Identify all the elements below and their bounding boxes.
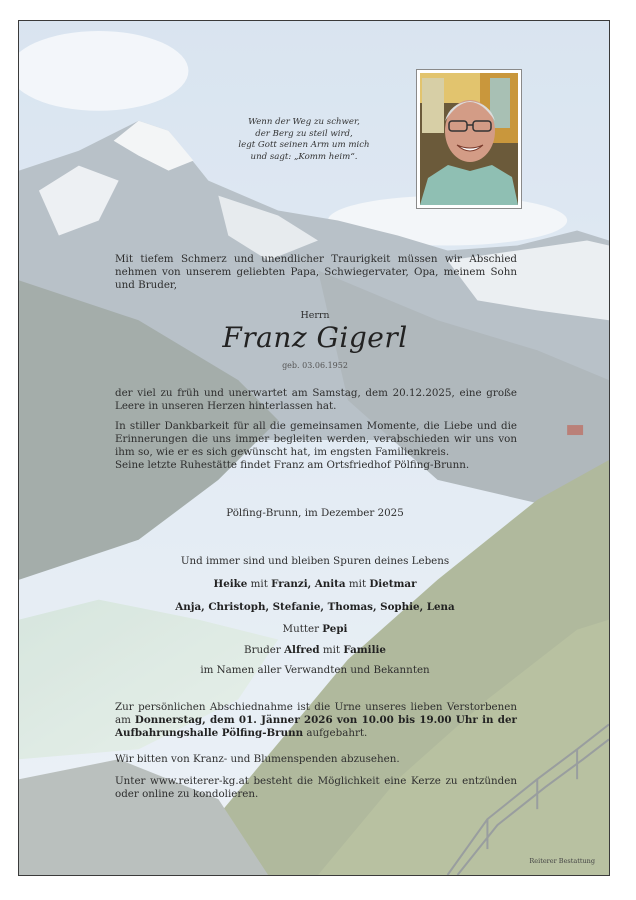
obituary-card [18,20,610,876]
relation-label: Mutter [282,623,320,635]
family-line-1 [59,578,571,590]
family-connector: mit [250,578,268,590]
farewell-pre: Zur persönlichen Abschiednahme ist die Urne unseres lieben Verstorbenen am [115,701,517,726]
family-name: Familie [343,644,386,656]
portrait-photo [416,69,522,209]
resting-place: Seine letzte Ruhestätte findet Franz am Ortsfriedhof Pölfing-Brunn. [115,459,470,471]
family-line-2 [59,601,571,613]
content [19,21,609,875]
portrait-image [420,73,518,205]
farewell-datetime: Donnerstag, dem 01. Jänner 2026 von 10.00 bis 19.00 Uhr in der Aufbahrungshalle Pölfing-Brunn [115,714,517,739]
flowers-text: Wir bitten von Kranz- und Blumenspenden abzusehen. [115,753,400,765]
poem-line: legt Gott seinen Arm um mich [238,140,370,150]
online-text: Unter www.reiterer-kg.at besteht die Möglichkeit eine Kerze zu entzünden oder online zu kondolieren. [115,775,517,800]
family-line-5: im Namen aller Verwandten und Bekannten [200,664,430,676]
grandchildren: Anja, Christoph, Stefanie, Thomas, Sophie, Lena [175,601,455,613]
family-connector: mit [348,578,367,590]
death-text: der viel zu früh und unerwartet am Samstag, dem 20.12.2025, eine große Leere in unseren Herzen hinterlassen hat. [115,387,517,412]
poem [209,117,399,163]
funeral-home-signature: Reiterer Bestattung [529,857,595,865]
spuren-line: Und immer sind und bleiben Spuren deines Lebens [180,555,450,567]
family-name: Heike [213,578,248,590]
place-date: Pölfing-Brunn, im Dezember 2025 [226,507,404,519]
farewell-text [115,701,517,740]
farewell-post: aufgebahrt. [306,727,368,739]
family-line-4 [59,644,571,656]
salutation: Herrn [300,310,330,321]
family-name: Pepi [322,623,348,635]
family-name: Alfred [284,644,320,656]
poem-line: und sagt: „Komm heim“. [250,151,358,162]
relation-label: Bruder [244,644,281,656]
birth-date: geb. 03.06.1952 [282,361,348,370]
family-line-3 [59,623,571,635]
family-name: Dietmar [369,578,417,590]
poem-line: der Berg zu steil wird, [255,128,353,139]
gratitude-sentence: In stiller Dankbarkeit für all die gemeinsamen Momente, die Liebe und die Erinnerungen die uns immer begleiten werden, verabschieden wir uns von ihm so, wie er es sich gewünscht hat, im engsten Familienkreis. [115,420,517,458]
intro-text: Mit tiefem Schmerz und unendlicher Traurigkeit müssen wir Abschied nehmen von unserem geliebten Papa, Schwiegervater, Opa, meinem Sohn und Bruder, [115,253,517,291]
deceased-name: Franz Gigerl [222,321,408,354]
family-name: Franzi, Anita [271,578,346,590]
gratitude-text [115,420,517,472]
poem-line: Wenn der Weg zu schwer, [248,117,360,127]
family-connector: mit [322,644,341,656]
